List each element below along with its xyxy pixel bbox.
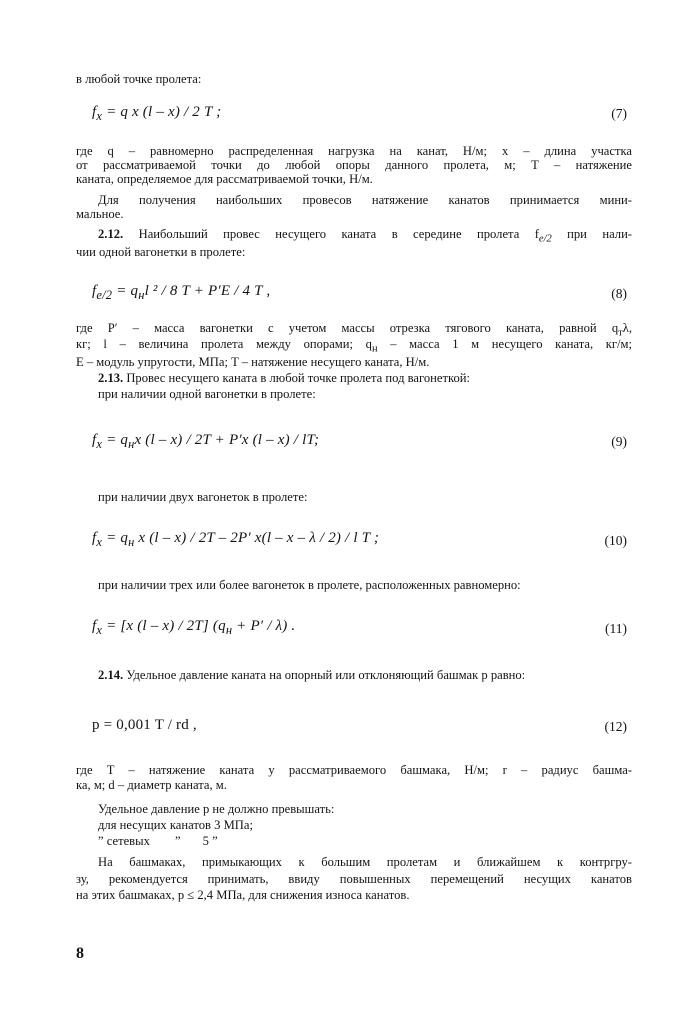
section-heading-2-12: 2.12. Наибольший провес несущего каната в середине пролета $f_{e/2}$ при нали- — [98, 227, 632, 245]
text-line: E – модуль упругости, МПа; T – натяжение несущего каната, Н/м. — [76, 355, 430, 369]
text-line: в любой точке пролета: — [76, 72, 202, 86]
text-line: на этих башмаках, p ≤ 2,4 МПа, для снижения износа канатов. — [76, 888, 410, 902]
text-line: при наличии двух вагонеток в пролете: — [98, 490, 308, 504]
text-line: кг; l – величина пролета между опорами; $q_н$ – масса 1 м несущего каната, кг/м; — [76, 337, 632, 355]
equation-number: (8) — [611, 286, 627, 301]
formula-8: $f_{e/2} = q_нl$ ² / 8 T + P′E / 4 T , — [92, 283, 271, 302]
text-line: зу, рекомендуется принимать, ввиду повышенных перемещений несущих канатов — [76, 872, 632, 886]
formula-11: $f_x = [x$ (l – x) / 2T] $(q_н + P' / \lambda)$ . — [92, 618, 296, 637]
text-line: каната, определяемое для рассматриваемой точки, Н/м. — [76, 172, 373, 186]
formula-12: p = 0,001 T / rd , — [92, 717, 197, 733]
formula-7: $f_x = q$ x (l – x) / 2 T ; — [92, 104, 222, 123]
page-number: 8 — [76, 945, 84, 962]
equation-number: (11) — [605, 621, 627, 636]
equation-number: (12) — [604, 719, 627, 734]
text-line: для несущих канатов 3 МПа; — [98, 818, 253, 832]
section-heading-2-13: 2.13. Провес несущего каната в любой точке пролета под вагонеткой: — [98, 371, 471, 385]
text-line: ” сетевых ” 5 ” — [98, 834, 218, 848]
formula-10: $f_x = q_н$ x (l – x) / 2T – 2P′ x(l – x – λ / 2) / l T ; — [92, 530, 380, 549]
text-line: при наличии одной вагонетки в пролете: — [98, 387, 316, 401]
text-line: при наличии трех или более вагонеток в пролете, расположенных равномерно: — [98, 578, 521, 592]
formula-9: $f_x = q_нx$ (l – x) / 2T + P′x (l – x) / lT; — [92, 432, 320, 451]
text-line: где P′ – масса вагонетки с учетом массы отрезка тягового каната, равной $q_т\lambda$, — [76, 321, 632, 339]
text-line: Удельное давление p не должно превышать: — [98, 802, 335, 816]
text-line: от рассматриваемой точки до любой опоры данного пролета, м; T – натяжение — [76, 158, 632, 172]
text-line: где T – натяжение каната у рассматриваемого башмака, Н/м; r – радиус башма- — [76, 763, 632, 777]
text-line: ка, м; d – диаметр каната, м. — [76, 778, 227, 792]
equation-number: (9) — [611, 434, 627, 449]
text-line: чии одной вагонетки в пролете: — [76, 245, 246, 259]
equation-number: (10) — [604, 533, 627, 548]
text-line: где q – равномерно распределенная нагрузка на канат, Н/м; x – длина участка — [76, 144, 632, 158]
equation-number: (7) — [611, 106, 627, 121]
text-line: мальное. — [76, 207, 124, 221]
section-heading-2-14: 2.14. Удельное давление каната на опорный или отклоняющий башмак p равно: — [98, 668, 526, 682]
text-line: На башмаках, примыкающих к большим пролетам и ближайшем к контргру- — [98, 855, 632, 869]
text-line: Для получения наибольших провесов натяжение канатов принимается мини- — [98, 193, 632, 207]
